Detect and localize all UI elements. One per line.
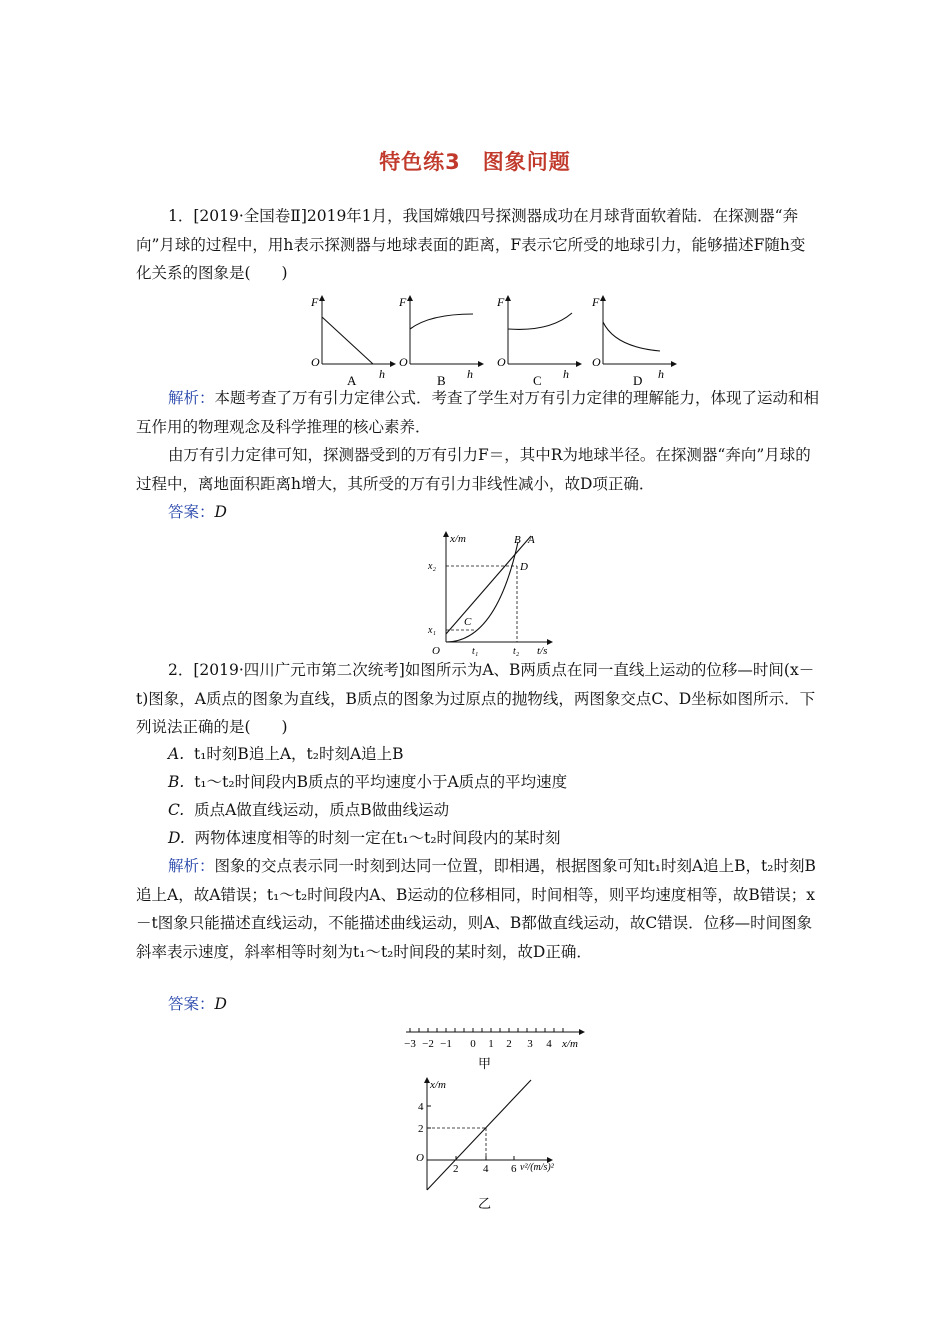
xv-xtick-4: 4 [483,1163,489,1175]
q2-option-b-letter: B. [168,773,185,791]
q2-option-a-letter: A. [168,745,185,763]
graph-a-origin: O [311,355,320,369]
q2-analysis-label: 解析： [168,857,215,875]
q2-option-c-letter: C. [168,801,185,819]
xt-graph [420,530,570,658]
q2-option-d [168,824,561,852]
x-v2-graph [410,1076,580,1212]
xt-t1: t₁ [472,646,479,657]
q1-analysis-2: 由万有引力定律可知，探测器受到的万有引力F＝，其中R为地球半径。在探测器“奔向”月球的过程中，离地面积距离h增大，其所受的万有引力非线性减小，故D项正确． [136,446,811,493]
number-line [396,1022,596,1074]
q1-analysis-label: 解析： [168,389,215,407]
xt-x1: x₁ [428,625,436,636]
graph-b-caption: B [437,373,446,388]
graph-d-caption: D [633,373,643,388]
graph-c-origin: O [497,355,506,369]
nl-tick-m3: −3 [404,1038,416,1050]
q2-option-b-text: t₁～t₂时间段内B质点的平均速度小于A质点的平均速度 [194,773,568,791]
graph-b-origin: O [399,355,408,369]
graph-d-x-label: h [658,367,664,381]
graph-a-caption: A [347,373,357,388]
question-1-stem: 1．[2019·全国卷Ⅱ]2019年1月，我国嫦娥四号探测器成功在月球背面软着陆．在探测器“奔向”月球的过程中，用h表示探测器与地球表面的距离，F表示它所受的地球引力，能够描述F随h变化关系的图象是( ) [136,207,806,282]
nl-tick-0: 0 [470,1038,476,1050]
question-2-stem: 2．[2019·四川广元市第二次统考]如图所示为A、B两质点在同一直线上运动的位移—时间(x－t)图象，A质点的图象为直线，B质点的图象为过原点的抛物线，两图象交点C、D坐标如图所示．下列说法正确的是( ) [136,661,816,736]
xv-x-label: v²/(m/s)² [520,1162,554,1173]
q2-analysis [136,852,820,966]
page-title: 特色练3 图象问题 [379,150,571,174]
graph-b-y-label: F [399,295,407,309]
q2-answer [136,990,820,1019]
graph-a-x-label: h [379,367,385,381]
q2-option-d-letter: D. [168,829,185,847]
nl-tick-1: 1 [488,1038,494,1050]
q2-option-c [168,796,449,824]
graph-a-y-label: F [311,295,319,309]
xt-x2: x₂ [428,561,436,572]
xt-label-c: C [464,616,472,628]
xt-label-a: A [528,534,535,546]
xv-origin: O [416,1152,424,1164]
xt-x-label: t/s [537,645,548,657]
xv-caption: 乙 [478,1196,492,1211]
graph-c-caption: C [533,373,542,388]
graph-b-x-label: h [467,367,473,381]
q2-answer-label: 答案： [168,995,215,1013]
q1-graphs [305,292,685,392]
xt-y-label: x/m [450,533,466,545]
nl-tick-3: 3 [527,1038,533,1050]
graph-d-y-label: F [592,295,600,309]
xt-label-d: D [520,561,528,573]
q1-answer-value: D [214,503,227,521]
nl-tick-2: 2 [506,1038,512,1050]
nl-caption: 甲 [478,1056,492,1071]
graph-d [591,295,674,388]
graph-b [398,295,481,388]
q2-answer-value: D [214,995,227,1013]
q2-option-c-text: 质点A做直线运动，质点B做曲线运动 [194,801,450,819]
q2-option-a-text: t₁时刻B追上A，t₂时刻A追上B [193,745,404,763]
q2-option-a [168,740,404,768]
nl-unit: x/m [562,1038,578,1050]
xv-xtick-2: 2 [453,1163,459,1175]
xt-t2: t₂ [513,646,520,657]
q2-analysis-text: 图象的交点表示同一时刻到达同一位置，即相遇，根据图象可知t₁时刻A追上B，t₂时刻B追上A，故A错误；t₁～t₂时间段内A、B运动的位移相同，时间相等，则平均速度相等，故B错误；x－t图象只能描述直线运动，不能描述曲线运动，则A、B都做直线运动，故C错误．位移—时间图象斜率表示速度，斜率相等时刻为t₁～t₂时间段的某时刻，故D正确． [136,857,816,961]
q1-analysis [136,384,820,441]
nl-tick-4: 4 [546,1038,552,1050]
q2-option-b [168,768,567,796]
q1-answer [136,498,820,527]
graph-d-origin: O [592,355,601,369]
graph-c-x-label: h [563,367,569,381]
graph-c [496,295,579,388]
q1-answer-label: 答案： [168,503,215,521]
graph-a [310,295,393,388]
xt-label-b: B [514,534,521,546]
graph-c-y-label: F [497,295,505,309]
xv-ytick-2: 2 [418,1123,424,1135]
xv-ytick-4: 4 [418,1101,424,1113]
q1-analysis-text: 本题考查了万有引力定律公式．考查了学生对万有引力定律的理解能力，体现了运动和相互作用的物理观念及科学推理的核心素养． [136,389,820,436]
xv-xtick-6: 6 [511,1163,517,1175]
xv-y-label: x/m [430,1079,446,1091]
nl-tick-m2: −2 [422,1038,434,1050]
q2-option-d-text: 两物体速度相等的时刻一定在t₁～t₂时间段内的某时刻 [194,829,561,847]
nl-tick-m1: −1 [440,1038,452,1050]
xt-origin: O [432,645,440,657]
